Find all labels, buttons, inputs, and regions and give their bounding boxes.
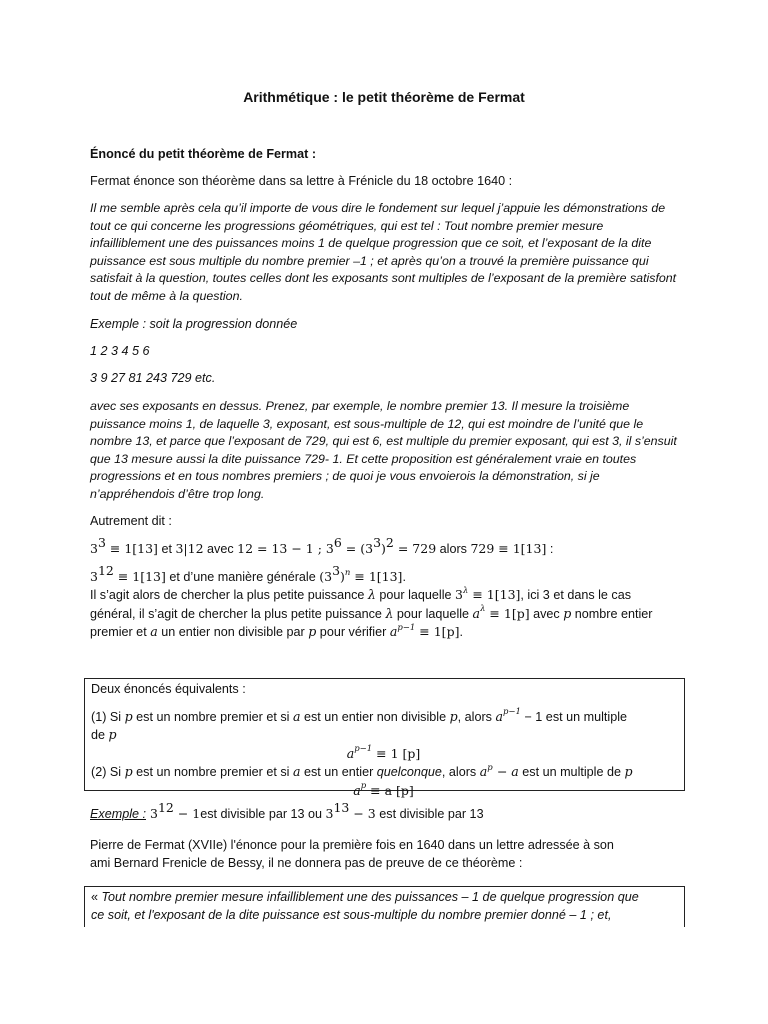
quote-box xyxy=(84,886,685,927)
page-title: Arithmétique : le petit théorème de Fermat xyxy=(243,89,525,105)
search-paragraph: Il s’agit alors de chercher la plus petite puissance λ pour laquelle $3^\lambda \equiv 1[13]$, ici 3 et dans le cas général, il s’agit de chercher la plus petite puissance λ pour laquelle $a^\lambda \equiv 1[p]$ avec p nombre entier premier et a un entier non divisible par p pour vérifier $a^{p-1} \equiv 1[p]$. xyxy=(90,585,653,639)
math-line-1: $3^3 \equiv 1[13]$ et 3|12 avec 12 = 13 − 1 ; $3^6 = (3^3)^2 = 729$ alors 729 ≡ 1[13] : xyxy=(90,534,554,556)
example-2: Exemple : $3^{12} - 1est$ divisible par 13 ou $3^{13} - 3$ est divisible par 13 xyxy=(90,799,484,821)
exponents-row: 1 2 3 4 5 6 xyxy=(90,344,150,358)
equation-2: $a^p \equiv a$ [p] xyxy=(353,781,414,798)
box-heading: Deux énoncés équivalents : xyxy=(91,682,246,696)
equation-1: $a^{p-1} \equiv 1$ [p] xyxy=(346,744,421,761)
section-heading: Énoncé du petit théorème de Fermat : xyxy=(90,147,317,161)
fermat-quote-1: Il me semble après cela qu’il importe de vous dire le fondement sur lequel j’appuie les démonstrations de tout ce qui concerne les progressions géométriques, qui est tel : Tout nombre premier mesure infailliblement une des puissances moins 1 de quelque progression que ce soit, et l’exposant de la dite puissance est sous multiple du nombre premier –1 ; et après qu’on a trouvé la première puissance qui satisfait à la question, toutes celles dont les exposants sont multiples de l’exposant de la première satisfont tout de même à la question. xyxy=(90,201,677,303)
example-intro: Exemple : soit la progression donnée xyxy=(90,317,298,331)
math-line-2: $3^{12} \equiv 1[13]$ et d’une manière générale $(3^3)^n \equiv 1[13]$. xyxy=(90,562,406,584)
statement-2: (2) Si p est un nombre premier et si a est un entier quelconque, alors $a^p - a$ est un multiple de p xyxy=(91,762,633,779)
autrement-dit: Autrement dit : xyxy=(90,514,172,528)
equivalent-statements-box xyxy=(84,678,685,798)
powers-row: 3 9 27 81 243 729 etc. xyxy=(90,371,216,385)
statement-1: (1) Si p est un nombre premier et si a est un entier non divisible p, alors $a^{p-1} - 1$ est un multiple xyxy=(91,707,628,724)
quote-box-text: « Tout nombre premier mesure infailliblement une des puissances – 1 de quelque progression que ce soit, et l'exposant de la dite puissance est sous-multiple du nombre premier donné – 1 ; et, xyxy=(91,890,639,922)
statement-1-continued: de p xyxy=(91,727,117,742)
fermat-quote-2: avec ses exposants en dessus. Prenez, par exemple, le nombre premier 13. Il mesure la troisième puissance moins 1, de laquelle 3, exposant, est sous-multiple de 12, qui est moindre de l’unité que le nombre 13, et parce que l’exposant de 729, qui est 6, est multiple du premier exposant, qui est 3, il s’ensuit que 13 mesure aussi la dite puissance 729- 1. Et cette proposition est généralement vraie en toutes progressions et en tous nombres premiers ; de quoi je vous envoierois la démonstration, si je n’appréhendois d’être trop long. xyxy=(90,399,677,501)
history-paragraph: Pierre de Fermat (XVIIe) l'énonce pour la première fois en 1640 dans un lettre adressée à son ami Bernard Frenicle de Bessy, il ne donnera pas de preuve de ce théorème : xyxy=(90,838,614,870)
intro-paragraph: Fermat énonce son théorème dans sa lettre à Frénicle du 18 octobre 1640 : xyxy=(90,174,513,188)
